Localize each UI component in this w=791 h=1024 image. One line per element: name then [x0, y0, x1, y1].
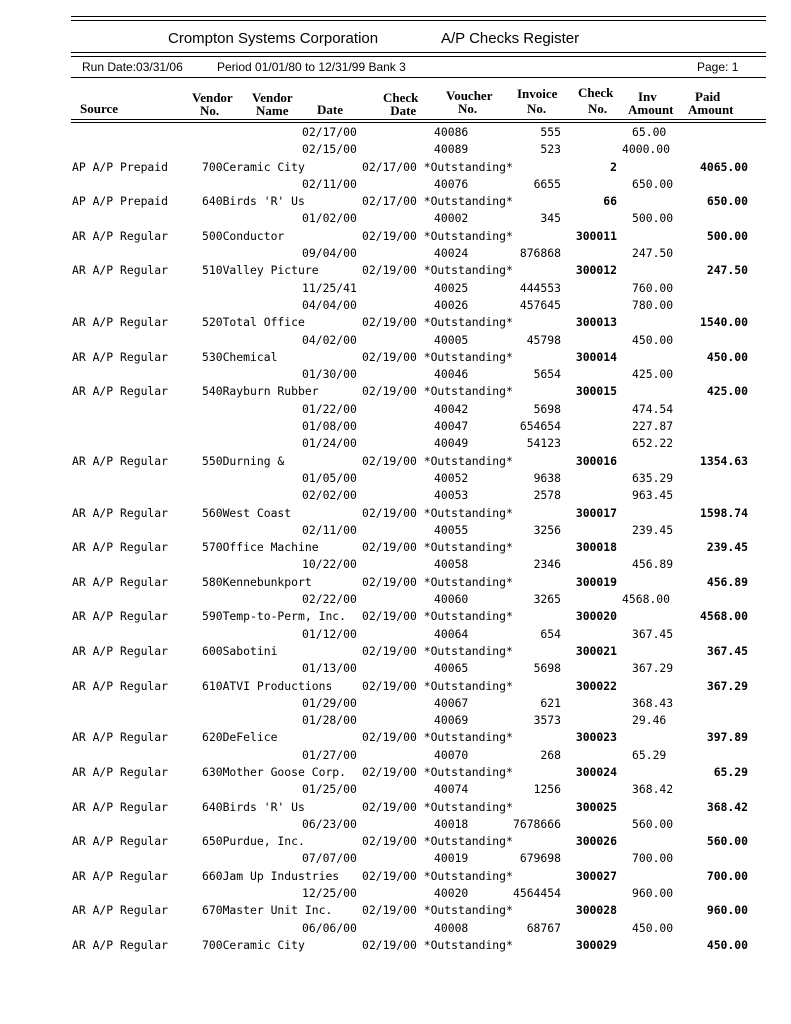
- invoice-amount-cell: 650.00: [632, 176, 674, 191]
- invoice-amount-cell: 700.00: [632, 851, 674, 866]
- register-table: [0, 124, 791, 954]
- voucher-number-cell: 40020: [434, 886, 469, 901]
- paid-amount-cell: 239.45: [706, 540, 748, 555]
- detail-row: [0, 210, 791, 227]
- source-cell: AR A/P Regular: [72, 643, 169, 658]
- check-number-cell: 300024: [575, 764, 617, 779]
- invoice-amount-cell: 239.45: [632, 522, 674, 537]
- check-date-cell: 02/19/00 *Outstanding*: [362, 643, 513, 658]
- paid-amount-cell: 247.50: [706, 263, 748, 278]
- vendor-cell: 540Rayburn Rubber: [202, 384, 319, 399]
- invoice-date-cell: 09/04/00: [302, 246, 357, 261]
- header-top-rule: [71, 16, 766, 17]
- invoice-date-cell: 02/02/00: [302, 488, 357, 503]
- invoice-amount-cell: 247.50: [632, 246, 674, 261]
- invoice-date-cell: 12/25/00: [302, 886, 357, 901]
- vendor-cell: 640Birds 'R' Us: [202, 799, 305, 814]
- invoice-number-cell: 2346: [533, 557, 561, 572]
- invoice-number-cell: 3573: [533, 713, 561, 728]
- check-number-cell: 300017: [575, 505, 617, 520]
- detail-row: [0, 487, 791, 504]
- invoice-date-cell: 02/22/00: [302, 592, 357, 607]
- check-row: [0, 383, 791, 400]
- invoice-date-cell: 02/17/00: [302, 125, 357, 139]
- vendor-cell: 640Birds 'R' Us: [202, 194, 305, 209]
- paid-amount-cell: 367.29: [706, 678, 748, 693]
- invoice-amount-cell: 456.89: [632, 557, 674, 572]
- voucher-number-cell: 40025: [434, 280, 469, 295]
- invoice-date-cell: 01/05/00: [302, 470, 357, 485]
- detail-row: [0, 297, 791, 314]
- invoice-amount-cell: 474.54: [632, 401, 674, 416]
- voucher-number-cell: 40067: [434, 695, 469, 710]
- invoice-amount-cell: 65.00: [632, 125, 667, 139]
- check-number-cell: 300027: [575, 868, 617, 883]
- invoice-date-cell: 06/23/00: [302, 816, 357, 831]
- check-date-cell: 02/19/00 *Outstanding*: [362, 453, 513, 468]
- vendor-cell: 570Office Machine: [202, 540, 319, 555]
- detail-row: [0, 245, 791, 262]
- invoice-date-cell: 01/29/00: [302, 695, 357, 710]
- check-row: [0, 643, 791, 660]
- check-date-cell: 02/19/00 *Outstanding*: [362, 937, 513, 952]
- check-number-cell: 300023: [575, 730, 617, 745]
- source-cell: AR A/P Regular: [72, 384, 169, 399]
- source-cell: AP A/P Prepaid: [72, 194, 169, 209]
- paid-amount-cell: 1598.74: [699, 505, 748, 520]
- vendor-cell: 610ATVI Productions: [202, 678, 333, 693]
- check-row: [0, 314, 791, 331]
- company-name: Crompton Systems Corporation: [168, 30, 379, 47]
- check-number-cell: 300029: [575, 937, 617, 952]
- detail-row: [0, 781, 791, 798]
- header-mid-rule: [71, 52, 766, 53]
- invoice-number-cell: 679698: [519, 851, 561, 866]
- voucher-number-cell: 40055: [434, 522, 469, 537]
- col-check-no: Check No.: [578, 85, 614, 116]
- invoice-date-cell: 01/25/00: [302, 782, 357, 797]
- invoice-number-cell: 5698: [533, 661, 561, 676]
- invoice-date-cell: 01/02/00: [302, 211, 357, 226]
- invoice-date-cell: 01/12/00: [302, 626, 357, 641]
- vendor-cell: 620DeFelice: [202, 730, 278, 745]
- source-cell: AR A/P Regular: [72, 349, 169, 364]
- source-cell: AR A/P Regular: [72, 834, 169, 849]
- voucher-number-cell: 40086: [434, 125, 469, 139]
- vendor-cell: 590Temp-to-Perm, Inc.: [202, 609, 347, 624]
- source-cell: AR A/P Regular: [72, 315, 169, 330]
- column-header-rule: [71, 119, 766, 120]
- check-row: [0, 574, 791, 591]
- invoice-number-cell: 457645: [519, 297, 561, 312]
- paid-amount-cell: 4065.00: [699, 159, 748, 174]
- detail-row: [0, 124, 791, 141]
- invoice-number-cell: 9638: [533, 470, 561, 485]
- invoice-number-cell: 4564454: [512, 886, 561, 901]
- paid-amount-cell: 397.89: [706, 730, 748, 745]
- check-row: [0, 799, 791, 816]
- check-date-cell: 02/19/00 *Outstanding*: [362, 799, 513, 814]
- detail-row: [0, 626, 791, 643]
- check-date-cell: 02/19/00 *Outstanding*: [362, 903, 513, 918]
- source-cell: AR A/P Regular: [72, 263, 169, 278]
- invoice-amount-cell: 450.00: [632, 920, 674, 935]
- voucher-number-cell: 40065: [434, 661, 469, 676]
- paid-amount-cell: 500.00: [706, 228, 748, 243]
- invoice-amount-cell: 368.43: [632, 695, 674, 710]
- detail-row: [0, 850, 791, 867]
- check-row: [0, 505, 791, 522]
- invoice-number-cell: 444553: [519, 280, 561, 295]
- detail-row: [0, 556, 791, 573]
- invoice-date-cell: 01/24/00: [302, 436, 357, 451]
- check-number-cell: 300020: [575, 609, 617, 624]
- invoice-number-cell: 555: [540, 125, 561, 139]
- vendor-cell: 510Valley Picture: [202, 263, 319, 278]
- check-row: [0, 729, 791, 746]
- col-date: Date: [317, 102, 343, 117]
- check-row: [0, 159, 791, 176]
- source-cell: AR A/P Regular: [72, 903, 169, 918]
- source-cell: AR A/P Regular: [72, 574, 169, 589]
- paid-amount-cell: 1354.63: [699, 453, 748, 468]
- check-date-cell: 02/19/00 *Outstanding*: [362, 315, 513, 330]
- col-vendor-no: Vendor No.: [192, 90, 233, 118]
- invoice-number-cell: 54123: [526, 436, 561, 451]
- check-date-cell: 02/19/00 *Outstanding*: [362, 730, 513, 745]
- voucher-number-cell: 40074: [434, 782, 469, 797]
- invoice-amount-cell: 4000.00: [622, 142, 671, 157]
- invoice-date-cell: 01/27/00: [302, 747, 357, 762]
- check-number-cell: 300016: [575, 453, 617, 468]
- invoice-date-cell: 07/07/00: [302, 851, 357, 866]
- col-inv-amount: Inv Amount: [628, 89, 674, 117]
- invoice-date-cell: 01/22/00: [302, 401, 357, 416]
- invoice-number-cell: 268: [540, 747, 561, 762]
- voucher-number-cell: 40018: [434, 816, 469, 831]
- detail-row: [0, 747, 791, 764]
- vendor-cell: 520Total Office: [202, 315, 305, 330]
- check-number-cell: 300015: [575, 384, 617, 399]
- check-date-cell: 02/19/00 *Outstanding*: [362, 574, 513, 589]
- header-top-rule-inner: [71, 20, 766, 21]
- invoice-number-cell: 3265: [533, 592, 561, 607]
- check-date-cell: 02/19/00 *Outstanding*: [362, 678, 513, 693]
- invoice-date-cell: 11/25/41: [302, 280, 357, 295]
- voucher-number-cell: 40047: [434, 419, 469, 434]
- detail-row: [0, 176, 791, 193]
- paid-amount-cell: 65.29: [713, 764, 748, 779]
- invoice-number-cell: 5698: [533, 401, 561, 416]
- paid-amount-cell: 650.00: [706, 194, 748, 209]
- detail-row: [0, 401, 791, 418]
- invoice-date-cell: 04/04/00: [302, 297, 357, 312]
- run-date: Run Date:03/31/06: [82, 60, 183, 74]
- check-row: [0, 868, 791, 885]
- source-cell: AR A/P Regular: [72, 678, 169, 693]
- check-date-cell: 02/19/00 *Outstanding*: [362, 764, 513, 779]
- detail-row: [0, 695, 791, 712]
- invoice-date-cell: 04/02/00: [302, 332, 357, 347]
- detail-row: [0, 141, 791, 158]
- invoice-date-cell: 02/15/00: [302, 142, 357, 157]
- invoice-amount-cell: 652.22: [632, 436, 674, 451]
- check-number-cell: 300012: [575, 263, 617, 278]
- invoice-number-cell: 345: [540, 211, 561, 226]
- invoice-number-cell: 7678666: [512, 816, 561, 831]
- check-date-cell: 02/17/00 *Outstanding*: [362, 159, 513, 174]
- detail-row: [0, 660, 791, 677]
- check-date-cell: 02/19/00 *Outstanding*: [362, 834, 513, 849]
- paid-amount-cell: 560.00: [706, 834, 748, 849]
- detail-row: [0, 920, 791, 937]
- invoice-number-cell: 654: [540, 626, 561, 641]
- voucher-number-cell: 40070: [434, 747, 469, 762]
- check-date-cell: 02/17/00 *Outstanding*: [362, 194, 513, 209]
- invoice-amount-cell: 960.00: [632, 886, 674, 901]
- voucher-number-cell: 40069: [434, 713, 469, 728]
- invoice-amount-cell: 65.29: [632, 747, 667, 762]
- check-date-cell: 02/19/00 *Outstanding*: [362, 868, 513, 883]
- check-row: [0, 193, 791, 210]
- paid-amount-cell: 450.00: [706, 349, 748, 364]
- invoice-date-cell: 01/13/00: [302, 661, 357, 676]
- detail-row: [0, 712, 791, 729]
- check-date-cell: 02/19/00 *Outstanding*: [362, 609, 513, 624]
- vendor-cell: 700Ceramic City: [202, 937, 305, 952]
- check-number-cell: 66: [603, 194, 617, 209]
- vendor-cell: 700Ceramic City: [202, 159, 305, 174]
- voucher-number-cell: 40049: [434, 436, 469, 451]
- check-row: [0, 678, 791, 695]
- voucher-number-cell: 40053: [434, 488, 469, 503]
- voucher-number-cell: 40076: [434, 176, 469, 191]
- voucher-number-cell: 40058: [434, 557, 469, 572]
- page-number: Page: 1: [697, 60, 739, 74]
- check-number-cell: 300026: [575, 834, 617, 849]
- invoice-amount-cell: 450.00: [632, 332, 674, 347]
- invoice-number-cell: 621: [540, 695, 561, 710]
- invoice-number-cell: 45798: [526, 332, 561, 347]
- check-row: [0, 228, 791, 245]
- invoice-amount-cell: 4568.00: [622, 592, 671, 607]
- check-row: [0, 608, 791, 625]
- check-date-cell: 02/19/00 *Outstanding*: [362, 263, 513, 278]
- source-cell: AR A/P Regular: [72, 505, 169, 520]
- invoice-number-cell: 3256: [533, 522, 561, 537]
- invoice-number-cell: 654654: [519, 419, 561, 434]
- col-invoice-no: Invoice No.: [517, 86, 558, 116]
- check-date-cell: 02/19/00 *Outstanding*: [362, 540, 513, 555]
- invoice-number-cell: 876868: [519, 246, 561, 261]
- check-number-cell: 300011: [575, 228, 617, 243]
- voucher-number-cell: 40042: [434, 401, 469, 416]
- invoice-number-cell: 523: [540, 142, 561, 157]
- invoice-date-cell: 02/11/00: [302, 522, 357, 537]
- detail-row: [0, 816, 791, 833]
- invoice-date-cell: 06/06/00: [302, 920, 357, 935]
- check-number-cell: 300019: [575, 574, 617, 589]
- voucher-number-cell: 40046: [434, 367, 469, 382]
- check-row: [0, 764, 791, 781]
- invoice-number-cell: 5654: [533, 367, 561, 382]
- check-number-cell: 300018: [575, 540, 617, 555]
- check-number-cell: 2: [610, 159, 617, 174]
- detail-row: [0, 366, 791, 383]
- source-cell: AR A/P Regular: [72, 730, 169, 745]
- vendor-cell: 670Master Unit Inc.: [202, 903, 333, 918]
- invoice-amount-cell: 368.42: [632, 782, 674, 797]
- invoice-date-cell: 10/22/00: [302, 557, 357, 572]
- detail-row: [0, 418, 791, 435]
- vendor-cell: 600Sabotini: [202, 643, 278, 658]
- check-row: [0, 539, 791, 556]
- check-date-cell: 02/19/00 *Outstanding*: [362, 384, 513, 399]
- check-row: [0, 262, 791, 279]
- paid-amount-cell: 425.00: [706, 384, 748, 399]
- vendor-cell: 580Kennebunkport: [202, 574, 312, 589]
- check-row: [0, 453, 791, 470]
- invoice-amount-cell: 560.00: [632, 816, 674, 831]
- voucher-number-cell: 40008: [434, 920, 469, 935]
- source-cell: AR A/P Regular: [72, 609, 169, 624]
- paid-amount-cell: 450.00: [706, 937, 748, 952]
- voucher-number-cell: 40024: [434, 246, 469, 261]
- vendor-cell: 560West Coast: [202, 505, 292, 520]
- invoice-date-cell: 01/08/00: [302, 419, 357, 434]
- paid-amount-cell: 456.89: [706, 574, 748, 589]
- detail-row: [0, 280, 791, 297]
- invoice-number-cell: 2578: [533, 488, 561, 503]
- vendor-cell: 500Conductor: [202, 228, 285, 243]
- check-number-cell: 300014: [575, 349, 617, 364]
- check-number-cell: 300021: [575, 643, 617, 658]
- subheader-rule: [71, 77, 766, 78]
- detail-row: [0, 470, 791, 487]
- voucher-number-cell: 40026: [434, 297, 469, 312]
- period-range: Period 01/01/80 to 12/31/99 Bank 3: [217, 60, 406, 74]
- check-date-cell: 02/19/00 *Outstanding*: [362, 228, 513, 243]
- source-cell: AR A/P Regular: [72, 228, 169, 243]
- vendor-cell: 550Durning &: [202, 453, 285, 468]
- col-check-date: Check Date: [383, 90, 419, 118]
- source-cell: AR A/P Regular: [72, 799, 169, 814]
- paid-amount-cell: 4568.00: [699, 609, 748, 624]
- invoice-amount-cell: 500.00: [632, 211, 674, 226]
- invoice-date-cell: 01/30/00: [302, 367, 357, 382]
- column-header-rule-inner: [71, 122, 766, 123]
- detail-row: [0, 885, 791, 902]
- source-cell: AR A/P Regular: [72, 453, 169, 468]
- detail-row: [0, 435, 791, 452]
- invoice-amount-cell: 635.29: [632, 470, 674, 485]
- header-mid-rule-inner: [71, 56, 766, 57]
- invoice-amount-cell: 227.87: [632, 419, 674, 434]
- check-number-cell: 300013: [575, 315, 617, 330]
- detail-row: [0, 591, 791, 608]
- col-source: Source: [80, 101, 119, 116]
- paid-amount-cell: 1540.00: [699, 315, 748, 330]
- invoice-amount-cell: 760.00: [632, 280, 674, 295]
- paid-amount-cell: 700.00: [706, 868, 748, 883]
- voucher-number-cell: 40002: [434, 211, 469, 226]
- invoice-number-cell: 1256: [533, 782, 561, 797]
- paid-amount-cell: 367.45: [706, 643, 748, 658]
- paid-amount-cell: 960.00: [706, 903, 748, 918]
- invoice-date-cell: 01/28/00: [302, 713, 357, 728]
- detail-row: [0, 522, 791, 539]
- invoice-amount-cell: 963.45: [632, 488, 674, 503]
- invoice-date-cell: 02/11/00: [302, 176, 357, 191]
- col-voucher-no: Voucher No.: [446, 88, 493, 116]
- vendor-cell: 650Purdue, Inc.: [202, 834, 305, 849]
- check-row: [0, 833, 791, 850]
- source-cell: AP A/P Prepaid: [72, 159, 169, 174]
- invoice-amount-cell: 29.46: [632, 713, 667, 728]
- source-cell: AR A/P Regular: [72, 868, 169, 883]
- check-number-cell: 300028: [575, 903, 617, 918]
- voucher-number-cell: 40005: [434, 332, 469, 347]
- check-number-cell: 300022: [575, 678, 617, 693]
- invoice-number-cell: 68767: [526, 920, 561, 935]
- check-number-cell: 300025: [575, 799, 617, 814]
- vendor-cell: 530Chemical: [202, 349, 278, 364]
- invoice-amount-cell: 367.29: [632, 661, 674, 676]
- check-date-cell: 02/19/00 *Outstanding*: [362, 505, 513, 520]
- col-vendor-name: Vendor Name: [252, 90, 293, 118]
- check-date-cell: 02/19/00 *Outstanding*: [362, 349, 513, 364]
- voucher-number-cell: 40019: [434, 851, 469, 866]
- detail-row: [0, 332, 791, 349]
- source-cell: AR A/P Regular: [72, 764, 169, 779]
- paid-amount-cell: 368.42: [706, 799, 748, 814]
- check-row: [0, 937, 791, 954]
- check-row: [0, 349, 791, 366]
- invoice-number-cell: 6655: [533, 176, 561, 191]
- voucher-number-cell: 40060: [434, 592, 469, 607]
- report-title: A/P Checks Register: [441, 30, 580, 47]
- vendor-cell: 630Mother Goose Corp.: [202, 764, 347, 779]
- voucher-number-cell: 40064: [434, 626, 469, 641]
- col-paid-amount: Paid Amount: [688, 89, 734, 117]
- vendor-cell: 660Jam Up Industries: [202, 868, 340, 883]
- source-cell: AR A/P Regular: [72, 937, 169, 952]
- source-cell: AR A/P Regular: [72, 540, 169, 555]
- voucher-number-cell: 40089: [434, 142, 469, 157]
- check-row: [0, 902, 791, 919]
- voucher-number-cell: 40052: [434, 470, 469, 485]
- invoice-amount-cell: 367.45: [632, 626, 674, 641]
- invoice-amount-cell: 780.00: [632, 297, 674, 312]
- invoice-amount-cell: 425.00: [632, 367, 674, 382]
